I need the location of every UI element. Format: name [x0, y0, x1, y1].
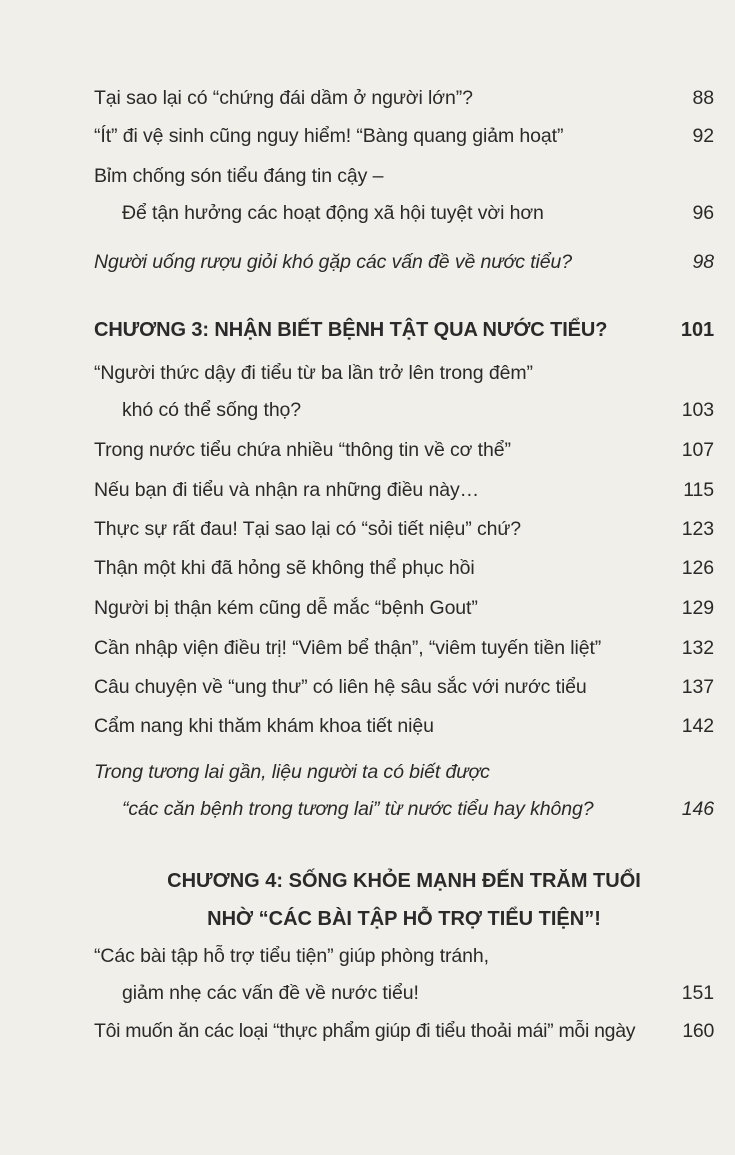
page-number: 142	[681, 715, 714, 737]
toc-entry	[94, 669, 714, 706]
page-number: 132	[681, 637, 714, 659]
entry-title: “Các bài tập hỗ trợ tiểu tiện” giúp phòng tránh,	[94, 945, 489, 967]
entry-title: Người uống rượu giỏi khó gặp các vấn đề về nước tiểu?	[94, 251, 572, 273]
toc-entry	[94, 432, 714, 469]
toc-entry	[94, 754, 714, 828]
entry-title: Nếu bạn đi tiểu và nhận ra những điều này…	[94, 479, 480, 501]
toc-entry	[94, 550, 714, 587]
page-number: 92	[692, 125, 714, 147]
toc-entry	[94, 158, 714, 232]
entry-title: Thận một khi đã hỏng sẽ không thể phục hồi	[94, 557, 475, 579]
toc-entry	[94, 630, 714, 667]
page-number: 101	[680, 319, 714, 341]
page-number: 123	[681, 518, 714, 540]
page-number: 151	[681, 982, 714, 1004]
page-number: 137	[681, 676, 714, 698]
chapter-title: CHƯƠNG 3: NHẬN BIẾT BỆNH TẬT QUA NƯỚC TIỂU?	[94, 319, 608, 341]
page-number: 98	[692, 251, 714, 273]
page-number: 126	[681, 557, 714, 579]
entry-title: “Ít” đi vệ sinh cũng nguy hiểm! “Bàng quang giảm hoạt”	[94, 125, 564, 147]
entry-title: Trong nước tiểu chứa nhiều “thông tin về cơ thể”	[94, 439, 511, 461]
toc-entry	[94, 938, 714, 1012]
page-number: 103	[681, 399, 714, 421]
entry-title: Cần nhập viện điều trị! “Viêm bể thận”, “viêm tuyến tiền liệt”	[94, 637, 602, 659]
entry-title: Tại sao lại có “chứng đái dầm ở người lớn”?	[94, 87, 473, 109]
entry-title-cont: giảm nhẹ các vấn đề về nước tiểu!	[122, 982, 419, 1004]
toc-entry	[94, 355, 714, 429]
entry-title-cont: “các căn bệnh trong tương lai” từ nước tiểu hay không?	[122, 798, 594, 820]
toc-entry	[94, 118, 714, 155]
chapter-title-line1: CHƯƠNG 4: SỐNG KHỎE MẠNH ĐẾN TRĂM TUỔI	[167, 870, 641, 892]
page-number: 96	[692, 202, 714, 224]
toc-entry	[94, 708, 714, 745]
toc-entry	[94, 244, 714, 281]
entry-title: Trong tương lai gần, liệu người ta có biết được	[94, 761, 490, 783]
page-number: 129	[681, 597, 714, 619]
page-number: 88	[692, 87, 714, 109]
page-number: 107	[681, 439, 714, 461]
entry-title-cont: Để tận hưởng các hoạt động xã hội tuyệt vời hơn	[122, 202, 544, 224]
chapter-title-line2: NHỜ “CÁC BÀI TẬP HỖ TRỢ TIỂU TIỆN”!	[207, 908, 601, 930]
page-number: 115	[683, 479, 714, 501]
entry-title: Người bị thận kém cũng dễ mắc “bệnh Gout”	[94, 597, 478, 619]
toc-entry	[94, 1013, 714, 1050]
entry-title: Tôi muốn ăn các loại “thực phẩm giúp đi tiểu thoải mái” mỗi ngày	[94, 1020, 636, 1042]
toc-entry	[94, 472, 714, 509]
chapter-heading	[94, 312, 714, 349]
entry-title: Bỉm chống són tiểu đáng tin cậy –	[94, 165, 384, 187]
page-number: 146	[681, 798, 714, 820]
entry-title: “Người thức dậy đi tiểu từ ba lần trở lên trong đêm”	[94, 362, 533, 384]
entry-title: Thực sự rất đau! Tại sao lại có “sỏi tiết niệu” chứ?	[94, 518, 522, 540]
entry-title: Câu chuyện về “ung thư” có liên hệ sâu sắc với nước tiểu	[94, 676, 587, 698]
toc-entry	[94, 80, 714, 117]
entry-title-cont: khó có thể sống thọ?	[122, 399, 302, 421]
toc-entry	[94, 511, 714, 548]
entry-title: Cẩm nang khi thăm khám khoa tiết niệu	[94, 715, 434, 737]
chapter-heading	[94, 862, 714, 938]
page-number: 160	[682, 1020, 714, 1042]
toc-entry	[94, 590, 714, 627]
